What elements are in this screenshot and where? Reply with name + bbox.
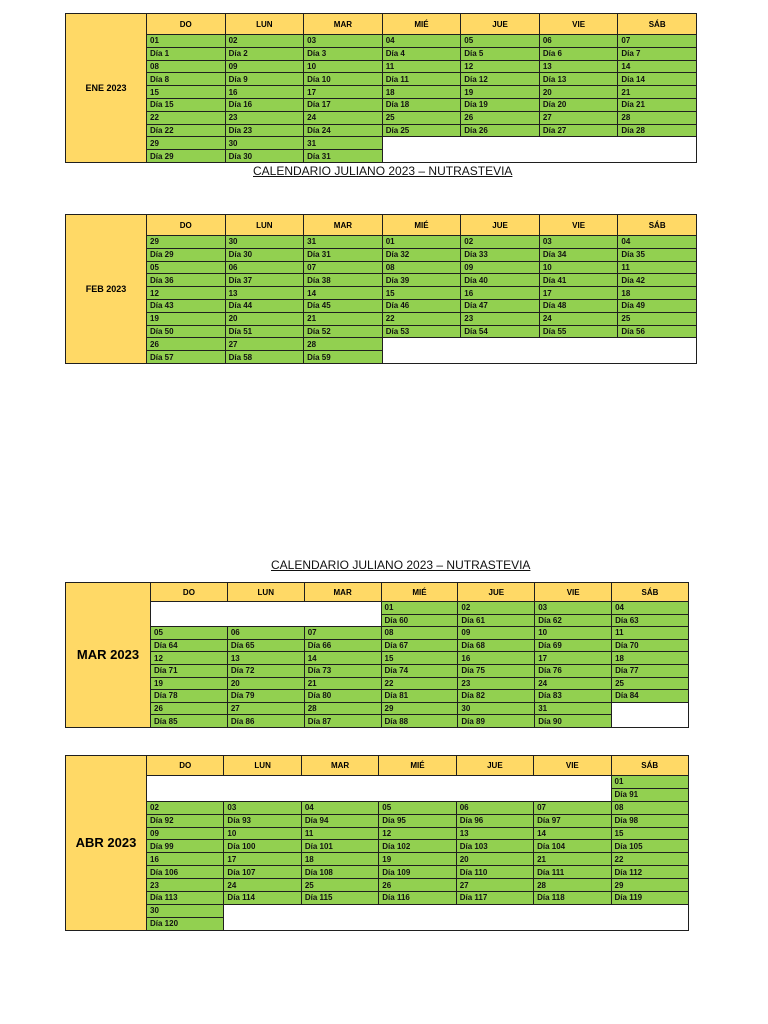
julian-day: Día 51 <box>225 325 304 338</box>
julian-day: Día 29 <box>147 150 226 163</box>
julian-day: Día 66 <box>304 639 381 652</box>
julian-day: Día 74 <box>381 664 458 677</box>
day-number: 23 <box>225 111 304 124</box>
julian-day: Día 31 <box>304 150 383 163</box>
day-number: 07 <box>304 627 381 640</box>
julian-day: Día 21 <box>618 98 697 111</box>
julian-day: Día 38 <box>304 274 383 287</box>
julian-day: Día 53 <box>382 325 461 338</box>
julian-day: Día 70 <box>612 639 689 652</box>
julian-day: Día 25 <box>382 124 461 137</box>
julian-day: Día 82 <box>458 690 535 703</box>
julian-day: Día 17 <box>304 98 383 111</box>
day-number: 23 <box>458 677 535 690</box>
julian-day: Día 54 <box>461 325 540 338</box>
day-number: 25 <box>301 879 378 892</box>
julian-day: Día 10 <box>304 73 383 86</box>
day-number: 24 <box>304 111 383 124</box>
day-number: 13 <box>539 60 618 73</box>
weekday-header: MAR <box>304 14 383 35</box>
julian-day: Día 59 <box>304 351 383 364</box>
day-number: 22 <box>382 312 461 325</box>
julian-day: Día 72 <box>227 664 304 677</box>
julian-day: Día 33 <box>461 248 540 261</box>
month-table-ene <box>65 13 697 163</box>
day-number: 12 <box>379 827 456 840</box>
month-label: MAR 2023 <box>66 583 151 728</box>
day-number: 28 <box>304 338 383 351</box>
day-number: 12 <box>151 652 228 665</box>
julian-day: Día 118 <box>534 892 611 905</box>
day-number: 13 <box>225 287 304 300</box>
julian-day: Día 56 <box>618 325 697 338</box>
empty-cell <box>147 776 612 802</box>
julian-day: Día 87 <box>304 715 381 728</box>
month-label: FEB 2023 <box>66 215 147 364</box>
empty-cell <box>382 137 696 163</box>
day-number: 12 <box>147 287 226 300</box>
day-number: 04 <box>301 801 378 814</box>
day-number: 12 <box>461 60 540 73</box>
weekday-header: MAR <box>301 756 378 776</box>
julian-day: Día 60 <box>381 614 458 627</box>
day-number: 03 <box>304 35 383 48</box>
day-number: 06 <box>225 261 304 274</box>
julian-day: Día 7 <box>618 47 697 60</box>
weekday-header: JUE <box>456 756 533 776</box>
julian-day: Día 100 <box>224 840 301 853</box>
day-number: 14 <box>534 827 611 840</box>
julian-day: Día 55 <box>539 325 618 338</box>
julian-day: Día 81 <box>381 690 458 703</box>
day-number: 15 <box>611 827 688 840</box>
julian-day: Día 57 <box>147 351 226 364</box>
day-number: 14 <box>618 60 697 73</box>
day-number: 10 <box>539 261 618 274</box>
day-number: 14 <box>304 652 381 665</box>
julian-day: Día 102 <box>379 840 456 853</box>
julian-day: Día 18 <box>382 98 461 111</box>
julian-day: Día 103 <box>456 840 533 853</box>
julian-day: Día 89 <box>458 715 535 728</box>
julian-day: Día 117 <box>456 892 533 905</box>
julian-day: Día 3 <box>304 47 383 60</box>
day-number: 07 <box>304 261 383 274</box>
day-number: 06 <box>456 801 533 814</box>
julian-day: Día 92 <box>147 814 224 827</box>
day-number: 21 <box>304 677 381 690</box>
weekday-header: LUN <box>224 756 301 776</box>
julian-day: Día 4 <box>382 47 461 60</box>
julian-day: Día 77 <box>612 664 689 677</box>
day-number: 23 <box>147 879 224 892</box>
day-number: 27 <box>539 111 618 124</box>
day-number: 25 <box>618 312 697 325</box>
julian-day: Día 116 <box>379 892 456 905</box>
julian-day: Día 120 <box>147 917 224 930</box>
day-number: 27 <box>225 338 304 351</box>
day-number: 29 <box>381 702 458 715</box>
day-number: 30 <box>225 236 304 249</box>
julian-day: Día 27 <box>539 124 618 137</box>
julian-day: Día 114 <box>224 892 301 905</box>
julian-day: Día 19 <box>461 98 540 111</box>
day-number: 30 <box>225 137 304 150</box>
julian-day: Día 24 <box>304 124 383 137</box>
julian-day: Día 95 <box>379 814 456 827</box>
julian-day: Día 119 <box>611 892 688 905</box>
weekday-header: SÁB <box>612 583 689 602</box>
julian-day: Día 98 <box>611 814 688 827</box>
day-number: 24 <box>224 879 301 892</box>
julian-day: Día 86 <box>227 715 304 728</box>
julian-day: Día 109 <box>379 866 456 879</box>
day-number: 28 <box>618 111 697 124</box>
julian-day: Día 29 <box>147 248 226 261</box>
julian-day: Día 49 <box>618 299 697 312</box>
julian-day: Día 16 <box>225 98 304 111</box>
julian-day: Día 5 <box>461 47 540 60</box>
day-number: 31 <box>304 236 383 249</box>
day-number: 08 <box>611 801 688 814</box>
day-number: 09 <box>147 827 224 840</box>
day-number: 24 <box>539 312 618 325</box>
julian-day: Día 11 <box>382 73 461 86</box>
day-number: 03 <box>539 236 618 249</box>
day-number: 29 <box>147 236 226 249</box>
day-number: 05 <box>461 35 540 48</box>
day-number: 30 <box>458 702 535 715</box>
day-number: 31 <box>304 137 383 150</box>
julian-day: Día 65 <box>227 639 304 652</box>
day-number: 15 <box>381 652 458 665</box>
weekday-header: SÁB <box>611 756 688 776</box>
julian-day: Día 6 <box>539 47 618 60</box>
julian-day: Día 69 <box>535 639 612 652</box>
julian-day: Día 39 <box>382 274 461 287</box>
julian-day: Día 90 <box>535 715 612 728</box>
julian-day: Día 76 <box>535 664 612 677</box>
day-number: 22 <box>147 111 226 124</box>
empty-cell <box>224 904 689 930</box>
day-number: 05 <box>151 627 228 640</box>
julian-day: Día 105 <box>611 840 688 853</box>
day-number: 09 <box>225 60 304 73</box>
day-number: 22 <box>381 677 458 690</box>
day-number: 20 <box>539 86 618 99</box>
julian-day: Día 28 <box>618 124 697 137</box>
julian-day: Día 68 <box>458 639 535 652</box>
julian-day: Día 71 <box>151 664 228 677</box>
julian-day: Día 115 <box>301 892 378 905</box>
day-number: 10 <box>224 827 301 840</box>
day-number: 18 <box>382 86 461 99</box>
weekday-header: MIÉ <box>382 14 461 35</box>
day-number: 19 <box>151 677 228 690</box>
julian-day: Día 44 <box>225 299 304 312</box>
day-number: 20 <box>227 677 304 690</box>
day-number: 19 <box>461 86 540 99</box>
day-number: 04 <box>618 236 697 249</box>
month-label: ENE 2023 <box>66 14 147 163</box>
day-number: 02 <box>147 801 224 814</box>
day-number: 16 <box>458 652 535 665</box>
weekday-header: LUN <box>225 215 304 236</box>
weekday-header: VIE <box>539 215 618 236</box>
weekday-header: JUE <box>461 215 540 236</box>
day-number: 05 <box>379 801 456 814</box>
day-number: 18 <box>612 652 689 665</box>
day-number: 10 <box>535 627 612 640</box>
day-number: 01 <box>147 35 226 48</box>
julian-day: Día 91 <box>611 788 688 801</box>
day-number: 21 <box>534 853 611 866</box>
day-number: 30 <box>147 904 224 917</box>
julian-day: Día 83 <box>535 690 612 703</box>
julian-day: Día 48 <box>539 299 618 312</box>
julian-day: Día 1 <box>147 47 226 60</box>
month-table-feb <box>65 214 697 364</box>
weekday-header: JUE <box>461 14 540 35</box>
julian-day: Día 37 <box>225 274 304 287</box>
day-number: 02 <box>225 35 304 48</box>
day-number: 08 <box>381 627 458 640</box>
julian-day: Día 85 <box>151 715 228 728</box>
julian-day: Día 12 <box>461 73 540 86</box>
day-number: 07 <box>618 35 697 48</box>
day-number: 24 <box>535 677 612 690</box>
weekday-header: VIE <box>539 14 618 35</box>
day-number: 01 <box>382 236 461 249</box>
day-number: 07 <box>534 801 611 814</box>
day-number: 03 <box>224 801 301 814</box>
julian-day: Día 101 <box>301 840 378 853</box>
weekday-header: MIÉ <box>379 756 456 776</box>
julian-day: Día 75 <box>458 664 535 677</box>
weekday-header: SÁB <box>618 215 697 236</box>
weekday-header: LUN <box>225 14 304 35</box>
julian-day: Día 110 <box>456 866 533 879</box>
calendar-title-1: CALENDARIO JULIANO 2023 – NUTRASTEVIA <box>253 164 513 178</box>
julian-day: Día 9 <box>225 73 304 86</box>
julian-day: Día 113 <box>147 892 224 905</box>
julian-day: Día 96 <box>456 814 533 827</box>
julian-day: Día 99 <box>147 840 224 853</box>
day-number: 17 <box>304 86 383 99</box>
day-number: 28 <box>534 879 611 892</box>
julian-day: Día 112 <box>611 866 688 879</box>
julian-day: Día 2 <box>225 47 304 60</box>
day-number: 18 <box>301 853 378 866</box>
day-number: 05 <box>147 261 226 274</box>
day-number: 15 <box>382 287 461 300</box>
julian-day: Día 111 <box>534 866 611 879</box>
day-number: 27 <box>456 879 533 892</box>
julian-day: Día 35 <box>618 248 697 261</box>
calendar-title-2: CALENDARIO JULIANO 2023 – NUTRASTEVIA <box>271 558 531 572</box>
day-number: 19 <box>147 312 226 325</box>
julian-day: Día 73 <box>304 664 381 677</box>
julian-day: Día 41 <box>539 274 618 287</box>
weekday-header: DO <box>147 215 226 236</box>
day-number: 29 <box>147 137 226 150</box>
julian-day: Día 62 <box>535 614 612 627</box>
julian-day: Día 8 <box>147 73 226 86</box>
weekday-header: MIÉ <box>381 583 458 602</box>
julian-day: Día 78 <box>151 690 228 703</box>
julian-day: Día 80 <box>304 690 381 703</box>
julian-day: Día 42 <box>618 274 697 287</box>
julian-day: Día 104 <box>534 840 611 853</box>
day-number: 09 <box>458 627 535 640</box>
weekday-header: JUE <box>458 583 535 602</box>
julian-day: Día 107 <box>224 866 301 879</box>
month-label: ABR 2023 <box>66 756 147 931</box>
day-number: 29 <box>611 879 688 892</box>
day-number: 26 <box>151 702 228 715</box>
day-number: 17 <box>535 652 612 665</box>
julian-day: Día 106 <box>147 866 224 879</box>
julian-day: Día 30 <box>225 248 304 261</box>
day-number: 11 <box>618 261 697 274</box>
day-number: 21 <box>618 86 697 99</box>
julian-day: Día 15 <box>147 98 226 111</box>
day-number: 20 <box>225 312 304 325</box>
day-number: 08 <box>147 60 226 73</box>
day-number: 02 <box>461 236 540 249</box>
julian-day: Día 34 <box>539 248 618 261</box>
day-number: 18 <box>618 287 697 300</box>
julian-day: Día 32 <box>382 248 461 261</box>
day-number: 26 <box>147 338 226 351</box>
day-number: 21 <box>304 312 383 325</box>
julian-day: Día 67 <box>381 639 458 652</box>
julian-day: Día 30 <box>225 150 304 163</box>
julian-day: Día 64 <box>151 639 228 652</box>
julian-day: Día 93 <box>224 814 301 827</box>
day-number: 17 <box>224 853 301 866</box>
julian-day: Día 20 <box>539 98 618 111</box>
weekday-header: DO <box>147 756 224 776</box>
weekday-header: MAR <box>304 583 381 602</box>
julian-day: Día 47 <box>461 299 540 312</box>
day-number: 28 <box>304 702 381 715</box>
day-number: 06 <box>539 35 618 48</box>
day-number: 14 <box>304 287 383 300</box>
empty-cell <box>382 338 696 364</box>
day-number: 26 <box>379 879 456 892</box>
day-number: 25 <box>612 677 689 690</box>
day-number: 22 <box>611 853 688 866</box>
day-number: 26 <box>461 111 540 124</box>
weekday-header: VIE <box>535 583 612 602</box>
empty-cell <box>612 702 689 727</box>
day-number: 25 <box>382 111 461 124</box>
julian-day: Día 31 <box>304 248 383 261</box>
day-number: 08 <box>382 261 461 274</box>
day-number: 10 <box>304 60 383 73</box>
julian-day: Día 40 <box>461 274 540 287</box>
julian-day: Día 46 <box>382 299 461 312</box>
day-number: 20 <box>456 853 533 866</box>
day-number: 13 <box>456 827 533 840</box>
julian-day: Día 23 <box>225 124 304 137</box>
weekday-header: MIÉ <box>382 215 461 236</box>
julian-day: Día 58 <box>225 351 304 364</box>
day-number: 04 <box>612 602 689 615</box>
empty-cell <box>151 602 382 627</box>
day-number: 04 <box>382 35 461 48</box>
julian-day: Día 36 <box>147 274 226 287</box>
weekday-header: LUN <box>227 583 304 602</box>
day-number: 01 <box>381 602 458 615</box>
day-number: 16 <box>461 287 540 300</box>
day-number: 11 <box>301 827 378 840</box>
weekday-header: DO <box>151 583 228 602</box>
day-number: 13 <box>227 652 304 665</box>
weekday-header: DO <box>147 14 226 35</box>
julian-day: Día 79 <box>227 690 304 703</box>
day-number: 23 <box>461 312 540 325</box>
day-number: 19 <box>379 853 456 866</box>
weekday-header: SÁB <box>618 14 697 35</box>
julian-day: Día 84 <box>612 690 689 703</box>
julian-day: Día 63 <box>612 614 689 627</box>
julian-day: Día 14 <box>618 73 697 86</box>
day-number: 09 <box>461 261 540 274</box>
weekday-header: MAR <box>304 215 383 236</box>
day-number: 15 <box>147 86 226 99</box>
julian-day: Día 26 <box>461 124 540 137</box>
julian-day: Día 43 <box>147 299 226 312</box>
day-number: 16 <box>225 86 304 99</box>
day-number: 06 <box>227 627 304 640</box>
julian-day: Día 22 <box>147 124 226 137</box>
weekday-header: VIE <box>534 756 611 776</box>
day-number: 02 <box>458 602 535 615</box>
julian-day: Día 50 <box>147 325 226 338</box>
julian-day: Día 94 <box>301 814 378 827</box>
month-table-mar <box>65 582 689 728</box>
day-number: 16 <box>147 853 224 866</box>
julian-day: Día 97 <box>534 814 611 827</box>
month-table-abr <box>65 755 689 931</box>
julian-day: Día 61 <box>458 614 535 627</box>
day-number: 03 <box>535 602 612 615</box>
day-number: 11 <box>612 627 689 640</box>
julian-day: Día 52 <box>304 325 383 338</box>
day-number: 17 <box>539 287 618 300</box>
julian-day: Día 108 <box>301 866 378 879</box>
day-number: 31 <box>535 702 612 715</box>
day-number: 27 <box>227 702 304 715</box>
julian-day: Día 13 <box>539 73 618 86</box>
julian-day: Día 45 <box>304 299 383 312</box>
day-number: 01 <box>611 776 688 789</box>
julian-day: Día 88 <box>381 715 458 728</box>
day-number: 11 <box>382 60 461 73</box>
